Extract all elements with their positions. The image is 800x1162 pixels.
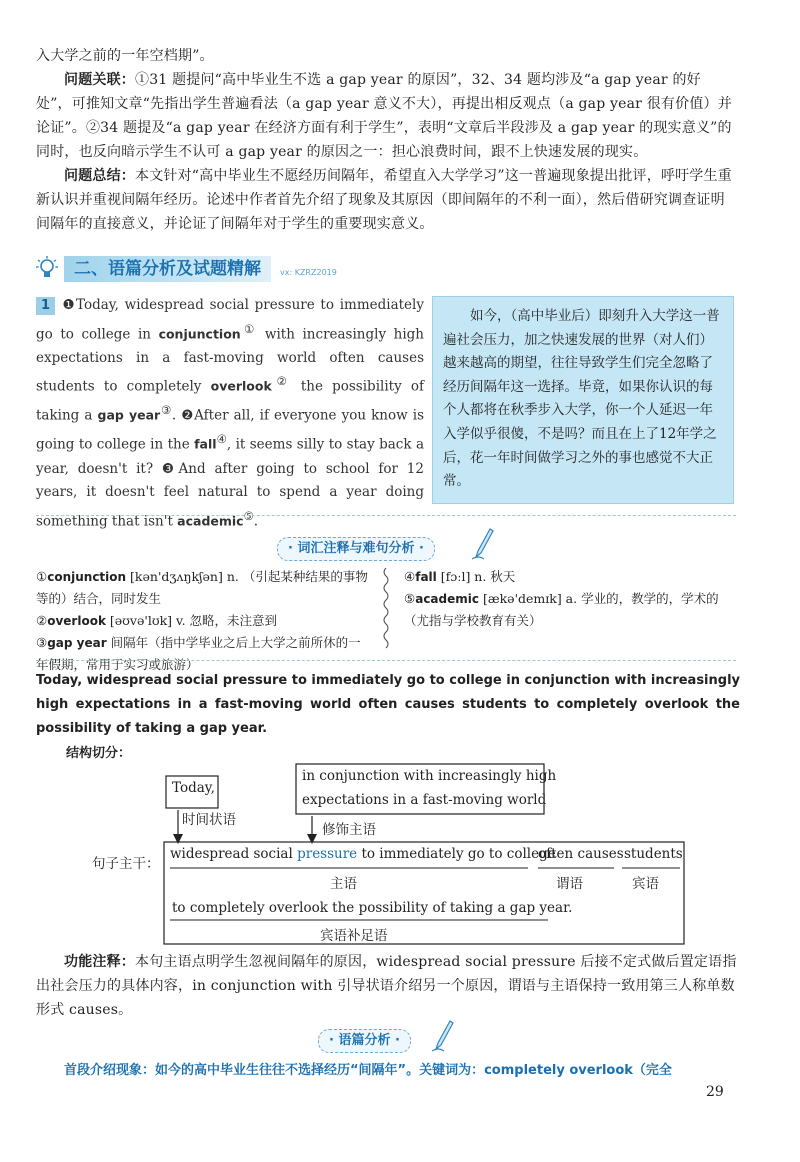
translation-box: 如今，（高中毕业后）即刻升入大学这一普遍社会压力，加之快速发展的世界（对人们）越来越高的期望，往往导致学生们完全忽略了经历间隔年这一选择。毕竟，如果你认识的每个人都将在秋季步入大学，你一个人延迟一年入学似乎很傻，不是吗？而且在上了12年学之后，花一年时间做学习之外的事也感觉不大正常。	[432, 296, 734, 504]
paragraph-number: 1	[36, 297, 55, 315]
function-note: 功能注释：本句主语点明学生忽视间隔年的原因，widespread social pressure 后接不定式做后置定语指出社会压力的具体内容，in conjunction with 引导状语介绍另一个原因，谓语与主语保持一致用第三人称单数形式 causes。	[36, 954, 737, 1018]
vocab-item: ①conjunction [kən'dʒʌŋkʃən] n. （引起某种结果的事物等的）结合，同时发生	[36, 569, 368, 606]
pen-icon	[430, 1019, 454, 1053]
carryover-line: 入大学之前的一年空档期”。	[36, 48, 214, 64]
today-label: 时间状语	[182, 812, 236, 828]
main-clause-label: 句子主干：	[92, 856, 160, 872]
section-title: 二、语篇分析及试题精解	[64, 256, 271, 282]
section-tag: vx: KZRZ2019	[280, 268, 337, 277]
vocab-item: ③gap year 间隔年（指中学毕业之后上大学之前所休的一年假期，常用于实习或旅游）	[36, 635, 361, 672]
keyword-gap-year: gap year	[97, 407, 161, 423]
vocab-item: ②overlook [əʊvə'lʊk] v. 忽略，未注意到	[36, 613, 278, 628]
vocab-item: ⑤academic [ækə'demɪk] a. 学业的，教学的，学术的（尤指与学校教育有关）	[404, 591, 719, 628]
keyword-overlook: overlook	[210, 378, 272, 394]
difficult-sentence: Today, widespread social pressure to immediately go to college in conjunction with increasingly high expectations in a fast-moving world often causes students to completely overlook the possibility of taking a gap year.	[36, 673, 740, 736]
keyword-academic: academic	[177, 513, 244, 529]
analysis-text: 首段介绍现象：如今的高中毕业生往往不选择经历“间隔年”。关键词为：completely overlook（完全	[64, 1063, 672, 1078]
question-association: 问题关联：①31 题提问“高中毕业生不选 a gap year 的原因”，32、34 题均涉及“a gap year 的好处”，可推知文章“先指出学生普遍看法（a gap year 意义不大），再提出相反观点（a gap year 很有价值）并论证”。②34 题提及“a gap year 在经济方面有利于学生”，表明“文章后半段涉及 a gap year 的现实意义”的同时，也反向暗示学生不认可 a gap year 的原因之一：担心浪费时间，跟不上快速发展的现实。	[36, 72, 732, 160]
subject-text: widespread social pressure to immediately go to college	[170, 846, 556, 862]
page-number: 29	[706, 1084, 724, 1100]
structure-label: 结构切分：	[66, 746, 132, 761]
keyword-conjunction: conjunction	[158, 326, 241, 342]
verb-label: 谓语	[556, 876, 583, 892]
modifier-line-1: in conjunction with increasingly high	[302, 768, 557, 784]
question-summary: 问题总结：本文针对“高中毕业生不愿经历间隔年，希望直入大学学习”这一普遍现象提出批评，呼吁学生重新认识并重视间隔年经历。论述中作者首先介绍了现象及其原因（即间隔年的不利一面），然后借研究调查证明间隔年的直接意义，并论证了间隔年对于学生的重要现实意义。	[36, 168, 732, 232]
object-text: students	[624, 846, 683, 862]
modifier-line-2: expectations in a fast-moving world	[302, 792, 547, 808]
verb-text: often causes	[538, 846, 624, 862]
complement-label: 宾语补足语	[320, 928, 388, 944]
keyword-fall: fall	[194, 436, 217, 452]
vocab-title: · 词汇注释与难句分析 ·	[277, 537, 435, 561]
modifier-label: 修饰主语	[322, 822, 376, 838]
today-box: Today,	[172, 780, 215, 796]
complement-text: to completely overlook the possibility of taking a gap year.	[172, 900, 573, 916]
object-label: 宾语	[632, 876, 659, 892]
subject-label: 主语	[330, 876, 357, 892]
passage-english: 1 ❶Today, widespread social pressure to immediately go to college in conjunction① with increasingly high expectations in a fast-moving world often causes students to completely overlook② the possibility of taking a gap year③. ❷After all, if everyone you know is going to college in the fall④, it seems silly to stay back a year, doesn't it? ❸And after going to school for 12 years, it doesn't feel natural to spend a year doing something that isn't academic⑤.	[36, 297, 425, 530]
vocab-item: ④fall [fɔːl] n. 秋天	[404, 569, 516, 584]
analysis-title: · 语篇分析 ·	[318, 1029, 411, 1053]
